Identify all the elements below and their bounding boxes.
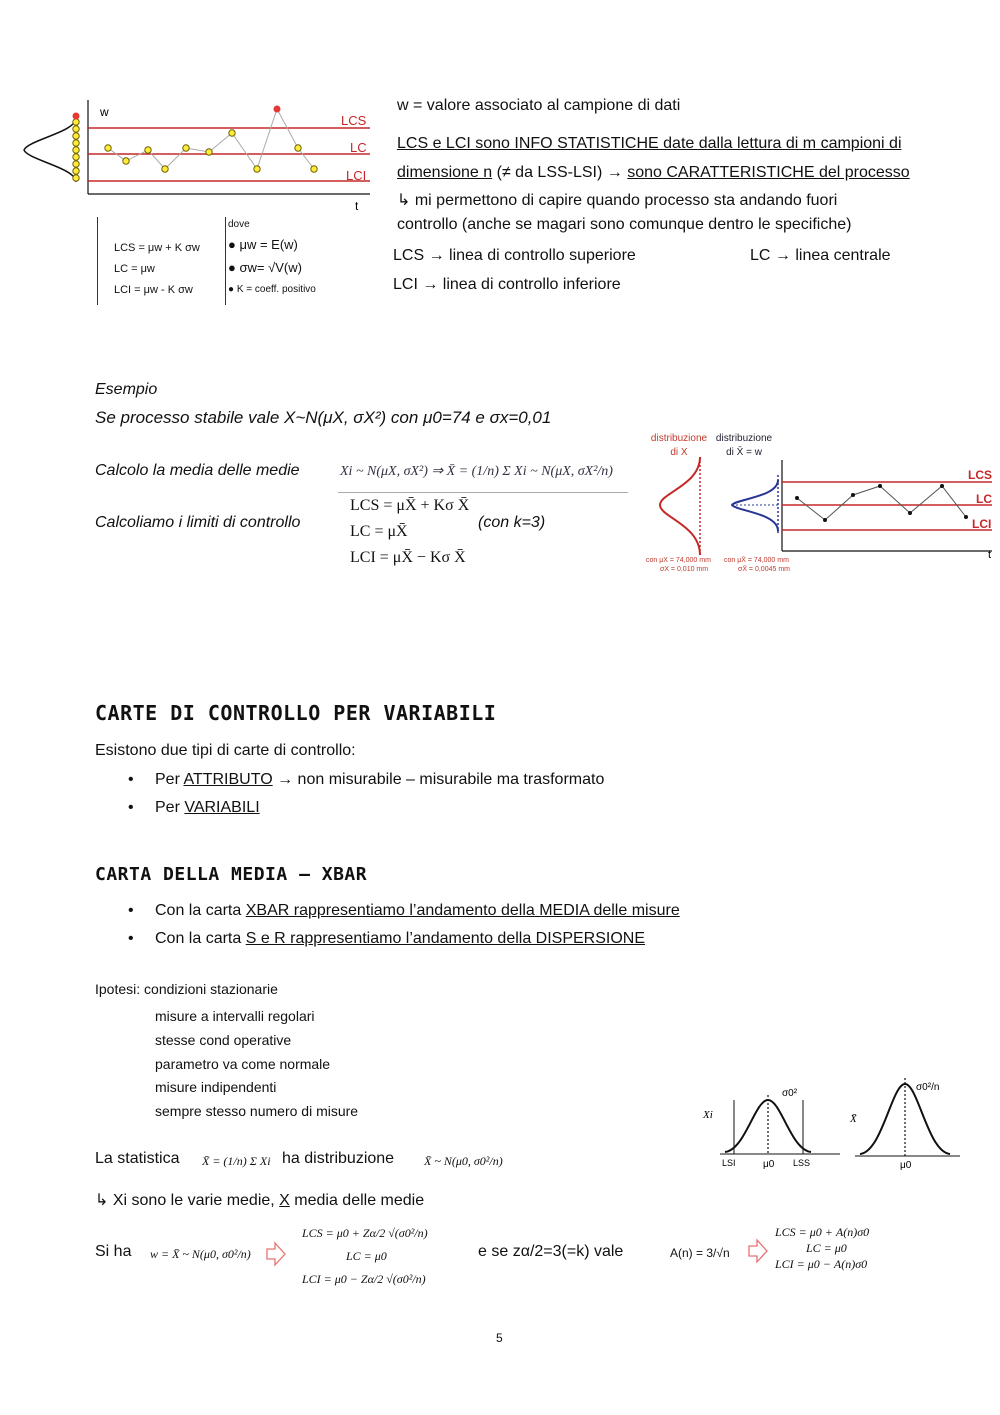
def-k: ● K = coeff. positivo xyxy=(228,284,316,295)
lcs-a: LCS = μ0 + A(n)σ0 xyxy=(775,1225,870,1239)
normal-curves-figure xyxy=(700,1070,970,1175)
carte-b2-pre: Per xyxy=(155,799,185,816)
esempio-line1: Se processo stabile vale X~N(μX, σX²) con μ0=74 e σx=0,01 xyxy=(95,408,552,427)
xbar-item-media xyxy=(95,897,855,925)
section-title-carte: CARTE DI CONTROLLO PER VARIABILI xyxy=(95,701,497,725)
ipotesi-item: misure a intervalli regolari xyxy=(155,1008,315,1024)
fig-dist-x-label: distribuzione di X xyxy=(650,433,708,458)
ex-t-label: t xyxy=(988,549,992,560)
stat-formula: X̄ = (1/n) Σ Xi xyxy=(202,1154,271,1168)
def-mu: ● μw = E(w) xyxy=(228,237,298,252)
carte-item-attributo xyxy=(95,766,795,794)
ipotesi-item: stesse cond operative xyxy=(155,1031,292,1048)
note-lcs-lci-2a: dimensione n xyxy=(397,164,493,181)
fig-cap1b: σX = 0,010 mm xyxy=(660,566,709,573)
formula-lc-xbar: LC = μX̄ xyxy=(350,523,408,540)
an-formula: A(n) = 3/√n xyxy=(670,1246,730,1260)
lc-z: LC = μ0 xyxy=(346,1249,387,1263)
series-line xyxy=(108,109,314,169)
ipotesi-label: Ipotesi: condizioni stazionarie xyxy=(95,981,278,997)
ipotesi-list xyxy=(155,1005,358,1124)
yellow-points-column xyxy=(73,119,79,181)
xbar-b2-u: S e R rappresentiamo l’andamento della DISPERSIONE xyxy=(245,930,646,947)
esempio-conk: (con k=3) xyxy=(478,514,546,531)
ese-label: e se zα/2=3(=k) vale xyxy=(478,1243,624,1260)
fig-dist-w-label: distribuzione di X̄ = w xyxy=(715,433,773,458)
lc-a: LC = μ0 xyxy=(806,1241,847,1255)
siha-formula: w = X̄ ~ N(μ0, σ0²/n) xyxy=(150,1247,251,1261)
ex-lcs-label: LCS xyxy=(968,468,992,482)
lci-label: LCI xyxy=(346,168,367,183)
def-sigma-text: σw= √V(w) xyxy=(239,260,302,275)
xbar-b2-pre: Con la carta xyxy=(155,930,246,947)
stat-mid: ha distribuzione xyxy=(282,1150,395,1167)
control-chart-figure xyxy=(20,92,380,216)
lcs-label: LCS xyxy=(341,113,367,128)
formula-lci: LCI = μw - K σw xyxy=(114,284,193,296)
lc-label: LC xyxy=(350,140,367,155)
def-mu-text: μw = E(w) xyxy=(239,237,298,252)
lci-a: LCI = μ0 − A(n)σ0 xyxy=(775,1257,868,1271)
carte-b2-u: VARIABILI xyxy=(184,799,260,816)
formula-lc: LC = μw xyxy=(114,263,155,275)
fig2-ylab: X̄ xyxy=(850,1113,857,1125)
carte-b1-u: ATTRIBUTO xyxy=(183,771,273,788)
outlier-point xyxy=(274,106,281,113)
lci-z: LCI = μ0 − Zα/2 √(σ0²/n) xyxy=(302,1272,426,1286)
fig-cap2b: σX̄ = 0,0045 mm xyxy=(738,566,790,573)
stat-pre: La statistica xyxy=(95,1150,180,1167)
xbar-item-dispersione xyxy=(95,925,855,953)
fig-cap2 xyxy=(724,556,790,574)
formula-box-right xyxy=(225,217,356,305)
ex-lci-label: LCI xyxy=(972,517,992,531)
arrow-right-icon xyxy=(748,1238,768,1264)
carte-b1-pre: Per xyxy=(155,771,184,788)
normal-curve-left xyxy=(24,118,76,182)
calcolo-underline xyxy=(338,492,628,493)
note-lc-def: LC → linea centrale xyxy=(750,247,891,264)
carte-item-variabili xyxy=(95,794,795,822)
def-sigma: ● σw= √V(w) xyxy=(228,260,302,275)
outlier-point-left xyxy=(73,113,80,120)
note-lci-def: LCI → linea di controllo inferiore xyxy=(393,276,621,293)
blue-distribution-curve xyxy=(732,480,778,531)
note-w: w = valore associato al campione di dati xyxy=(397,97,681,114)
xbar-list xyxy=(95,897,855,953)
section-title-xbar: CARTA DELLA MEDIA – XBAR xyxy=(95,864,368,885)
note-medie-pre: ↳ Xi sono le varie medie, xyxy=(95,1192,280,1209)
esempio-calcolo-formula: Xi ~ N(μX, σX²) ⇒ X̄ = (1/n) Σ Xi ~ N(μX, σX²/n) xyxy=(340,464,613,479)
page-number: 5 xyxy=(496,1331,503,1345)
arrow-right-icon xyxy=(266,1241,286,1267)
def-k-text: K = coeff. positivo xyxy=(236,284,316,295)
red-distribution-curve xyxy=(660,457,700,555)
note-lcs-lci-2c: sono CARATTERISTICHE del processo xyxy=(627,164,910,181)
dove-label: dove xyxy=(228,219,250,230)
note-medie-u: X xyxy=(279,1192,290,1209)
note-lcs-lci-1: LCS e LCI sono INFO STATISTICHE date dalla lettura di m campioni di xyxy=(397,135,902,152)
note-lcs-lci-2b: (≠ da LSS-LSI) → xyxy=(492,164,628,181)
series-points xyxy=(105,130,317,172)
xbar-b1-u: XBAR rappresentiamo l’andamento della MEDIA delle misure xyxy=(245,902,680,919)
note-arrow-2: controllo (anche se magari sono comunque dentro le specifiche) xyxy=(397,216,852,233)
formula-box-left xyxy=(97,217,223,305)
fig-cap2a: con μX̄ = 74,000 mm xyxy=(724,557,789,564)
fig1-mu: μ0 xyxy=(763,1159,775,1170)
lcs-z: LCS = μ0 + Zα/2 √(σ0²/n) xyxy=(302,1226,428,1240)
fig-cap1a: con μX = 74,000 mm xyxy=(646,557,711,564)
note-arrow-1: ↳ mi permettono di capire quando processo sta andando fuori xyxy=(397,192,838,209)
carte-b1-post: → non misurabile – misurabile ma trasformato xyxy=(272,771,605,788)
fig2-mu: μ0 xyxy=(900,1160,912,1171)
xbar-b1-pre: Con la carta xyxy=(155,902,246,919)
ipotesi-item: misure indipendenti xyxy=(155,1079,277,1096)
fig1-lsi: LSI xyxy=(722,1158,736,1168)
ipotesi-item: parametro va come normale xyxy=(155,1055,331,1072)
ipotesi-item: sempre stesso numero di misure xyxy=(155,1103,359,1120)
note-lcs-def: LCS → linea di controllo superiore xyxy=(393,247,636,264)
note-lcs-lci-2 xyxy=(397,164,910,182)
y-axis-label: w xyxy=(100,105,109,119)
ex-lc-label: LC xyxy=(976,492,992,506)
x-axis-label: t xyxy=(355,199,359,213)
fig2-sigma: σ0²/n xyxy=(916,1082,940,1093)
fig-cap1 xyxy=(646,556,711,574)
esempio-calcolo: Calcolo la media delle medie xyxy=(95,462,300,479)
note-medie-post: media delle medie xyxy=(289,1192,425,1209)
formula-lcs: LCS = μw + K σw xyxy=(114,242,200,254)
carte-intro: Esistono due tipi di carte di controllo: xyxy=(95,742,356,759)
carte-list xyxy=(95,766,795,822)
esempio-limiti: Calcoliamo i limiti di controllo xyxy=(95,514,301,531)
formula-lci-xbar: LCI = μX̄ − Kσ X̄ xyxy=(350,549,466,566)
ex-series-line xyxy=(797,486,966,520)
fig1-lss: LSS xyxy=(793,1158,811,1168)
esempio-title: Esempio xyxy=(95,381,158,398)
stat-dist: X̄ ~ N(μ0, σ0²/n) xyxy=(424,1154,503,1168)
note-medie xyxy=(95,1190,424,1210)
formula-lcs-xbar: LCS = μX̄ + Kσ X̄ xyxy=(350,497,470,514)
fig1-sigma: σ0² xyxy=(782,1088,798,1099)
fig1-ylab: Xi xyxy=(703,1109,713,1121)
example-control-chart xyxy=(640,455,995,560)
siha-label: Si ha xyxy=(95,1243,132,1260)
